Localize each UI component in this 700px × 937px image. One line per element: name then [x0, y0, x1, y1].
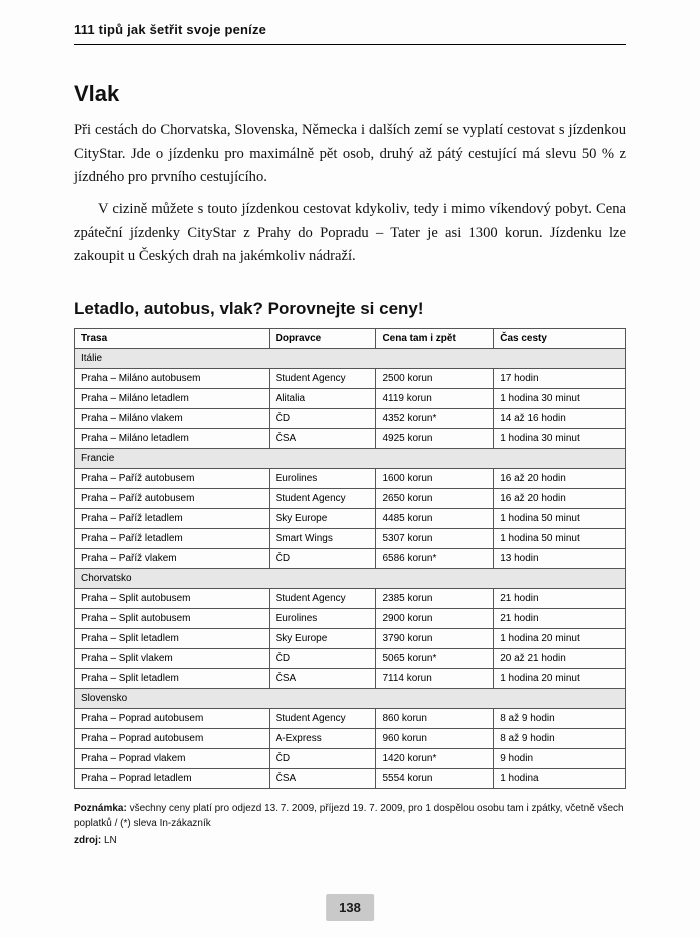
table-row — [75, 608, 626, 628]
table-row — [75, 468, 626, 488]
table-cell: 21 hodin — [494, 588, 626, 608]
table-cell: Praha – Miláno letadlem — [75, 388, 270, 408]
table-cell: ČSA — [269, 668, 376, 688]
table-cell: Praha – Poprad autobusem — [75, 728, 270, 748]
table-source — [74, 835, 626, 846]
table-header-row — [75, 328, 626, 348]
table-row — [75, 528, 626, 548]
table-cell: 5554 korun — [376, 768, 494, 788]
table-cell: Praha – Paříž autobusem — [75, 468, 270, 488]
table-cell: 960 korun — [376, 728, 494, 748]
header-divider — [74, 44, 626, 45]
table-cell: 4485 korun — [376, 508, 494, 528]
table-group-label: Francie — [75, 448, 626, 468]
table-cell: 3790 korun — [376, 628, 494, 648]
table-cell: ČSA — [269, 768, 376, 788]
table-cell: 5307 korun — [376, 528, 494, 548]
chapter-title: Vlak — [74, 81, 120, 106]
table-cell: 16 až 20 hodin — [494, 468, 626, 488]
table-cell: ČD — [269, 748, 376, 768]
table-cell: 1 hodina 20 minut — [494, 628, 626, 648]
table-note — [74, 801, 626, 831]
column-header-cena: Cena tam i zpět — [376, 328, 494, 348]
table-cell: 4119 korun — [376, 388, 494, 408]
table-cell: 13 hodin — [494, 548, 626, 568]
price-table — [74, 328, 626, 789]
table-cell: Student Agency — [269, 488, 376, 508]
table-cell: Student Agency — [269, 708, 376, 728]
table-row — [75, 508, 626, 528]
table-row — [75, 488, 626, 508]
source-text: LN — [104, 834, 117, 846]
table-cell: Eurolines — [269, 608, 376, 628]
column-header-trasa: Trasa — [75, 328, 270, 348]
table-row — [75, 408, 626, 428]
table-group-label: Chorvatsko — [75, 568, 626, 588]
table-row — [75, 548, 626, 568]
table-cell: 2385 korun — [376, 588, 494, 608]
table-cell: Praha – Split vlakem — [75, 648, 270, 668]
table-row — [75, 768, 626, 788]
table-group-label: Slovensko — [75, 688, 626, 708]
table-cell: 1 hodina 30 minut — [494, 388, 626, 408]
table-cell: 860 korun — [376, 708, 494, 728]
table-row — [75, 368, 626, 388]
table-group-row — [75, 348, 626, 368]
table-row — [75, 668, 626, 688]
table-row — [75, 648, 626, 668]
table-cell: Student Agency — [269, 588, 376, 608]
source-label: zdroj: — [74, 834, 102, 846]
table-cell: Praha – Miláno vlakem — [75, 408, 270, 428]
table-cell: 1 hodina 30 minut — [494, 428, 626, 448]
table-group-label: Itálie — [75, 348, 626, 368]
table-cell: Sky Europe — [269, 508, 376, 528]
table-cell: 14 až 16 hodin — [494, 408, 626, 428]
table-cell: 8 až 9 hodin — [494, 708, 626, 728]
table-cell: Praha – Paříž letadlem — [75, 528, 270, 548]
table-cell: 1420 korun* — [376, 748, 494, 768]
table-cell: 9 hodin — [494, 748, 626, 768]
column-header-cas: Čas cesty — [494, 328, 626, 348]
table-cell: Praha – Split letadlem — [75, 668, 270, 688]
table-row — [75, 388, 626, 408]
table-group-row — [75, 448, 626, 468]
table-cell: 4925 korun — [376, 428, 494, 448]
column-header-dopravce: Dopravce — [269, 328, 376, 348]
table-cell: 6586 korun* — [376, 548, 494, 568]
table-cell: 7114 korun — [376, 668, 494, 688]
note-label: Poznámka: — [74, 802, 127, 814]
table-cell: 20 až 21 hodin — [494, 648, 626, 668]
table-cell: 21 hodin — [494, 608, 626, 628]
table-cell: Praha – Poprad vlakem — [75, 748, 270, 768]
table-cell: 8 až 9 hodin — [494, 728, 626, 748]
table-cell: Praha – Poprad autobusem — [75, 708, 270, 728]
table-group-row — [75, 688, 626, 708]
table-row — [75, 428, 626, 448]
table-cell: Praha – Poprad letadlem — [75, 768, 270, 788]
table-cell: 16 až 20 hodin — [494, 488, 626, 508]
table-cell: 2650 korun — [376, 488, 494, 508]
table-group-row — [75, 568, 626, 588]
table-cell: Praha – Paříž letadlem — [75, 508, 270, 528]
table-cell: Praha – Miláno letadlem — [75, 428, 270, 448]
table-cell: A-Express — [269, 728, 376, 748]
table-cell: 1600 korun — [376, 468, 494, 488]
table-cell: Praha – Split autobusem — [75, 588, 270, 608]
table-row — [75, 708, 626, 728]
table-cell: Alitalia — [269, 388, 376, 408]
table-cell: 1 hodina 50 minut — [494, 528, 626, 548]
paragraph: V cizině můžete s touto jízdenkou cestovat kdykoliv, tedy i mimo víkendový pobyt. Cena zpáteční jízdenky CityStar z Prahy do Popradu – Tater je asi 1300 korun. Jízdenku lze zakoupit u Českých drah na jakémkoliv nádraží. — [74, 200, 626, 265]
table-cell: Praha – Split autobusem — [75, 608, 270, 628]
table-cell: Praha – Miláno autobusem — [75, 368, 270, 388]
table-cell: 1 hodina 20 minut — [494, 668, 626, 688]
table-cell: Praha – Paříž vlakem — [75, 548, 270, 568]
table-cell: Sky Europe — [269, 628, 376, 648]
table-cell: Student Agency — [269, 368, 376, 388]
table-cell: 4352 korun* — [376, 408, 494, 428]
table-cell: Praha – Split letadlem — [75, 628, 270, 648]
page-number: 138 — [326, 894, 374, 921]
table-cell: Smart Wings — [269, 528, 376, 548]
table-cell: 2900 korun — [376, 608, 494, 628]
running-header: 111 tipů jak šetřit svoje peníze — [74, 22, 267, 37]
table-cell: ČD — [269, 648, 376, 668]
table-row — [75, 588, 626, 608]
table-cell: ČD — [269, 548, 376, 568]
table-cell: 1 hodina 50 minut — [494, 508, 626, 528]
table-cell: 1 hodina — [494, 768, 626, 788]
table-row — [75, 628, 626, 648]
table-cell: 5065 korun* — [376, 648, 494, 668]
comparison-title: Letadlo, autobus, vlak? Porovnejte si ceny! — [74, 298, 424, 318]
table-cell: 17 hodin — [494, 368, 626, 388]
table-row — [75, 728, 626, 748]
table-row — [75, 748, 626, 768]
paragraph: Při cestách do Chorvatska, Slovenska, Německa i dalších zemí se vyplatí cestovat s jízdenkou CityStar. Jde o jízdenku pro maximálně pět osob, druhý až pátý cestující má slevu 50 % z jízdného pro prvního cestujícího. — [74, 122, 626, 186]
note-text: všechny ceny platí pro odjezd 13. 7. 2009, příjezd 19. 7. 2009, pro 1 dospělou osobu tam i zpátky, včetně všech poplatků / (*) sleva In-zákazník — [74, 802, 624, 829]
table-cell: ČD — [269, 408, 376, 428]
price-table-body — [75, 348, 626, 788]
table-cell: 2500 korun — [376, 368, 494, 388]
table-cell: ČSA — [269, 428, 376, 448]
table-cell: Praha – Paříž autobusem — [75, 488, 270, 508]
table-cell: Eurolines — [269, 468, 376, 488]
